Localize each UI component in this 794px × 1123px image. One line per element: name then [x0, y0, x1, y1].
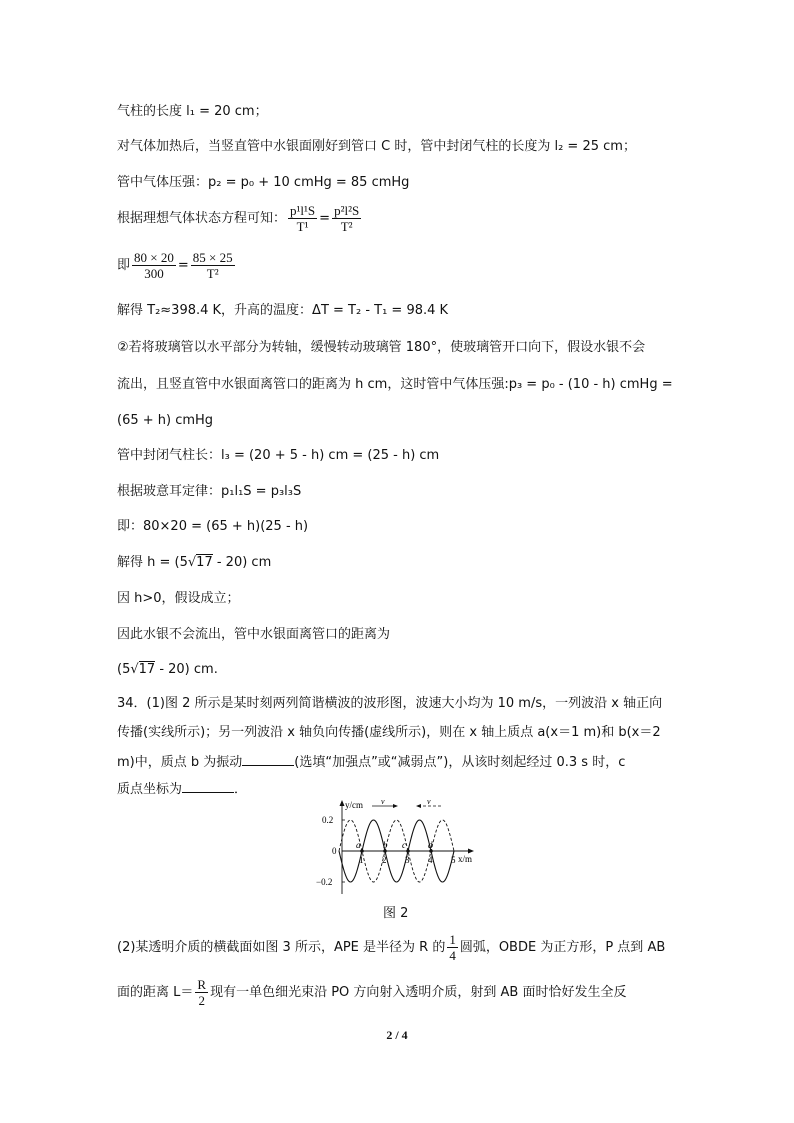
- x-axis-arrow-icon: [468, 849, 474, 854]
- eq5-frac-left: [132, 250, 176, 281]
- eq4-num-right: p²l²S: [334, 203, 360, 218]
- line-12: 即：80×20 = (65 + h)(25 - h): [117, 519, 309, 534]
- eq5-equals: =: [177, 258, 189, 273]
- l22-suffix: 现有一单色细光束沿 PO 方向射入透明介质，射到 AB 面时恰好发生全反: [210, 985, 627, 1000]
- line-15: 因此水银不会流出，管中水银面离管口的距离为: [117, 627, 391, 642]
- x-tick-label: 4: [428, 855, 433, 865]
- l22-frac: [195, 977, 208, 1008]
- line-14: 因 h>0，假设成立；: [117, 591, 240, 606]
- figure-caption: 图 2: [383, 906, 409, 921]
- l16-suffix: - 20) cm.: [155, 662, 218, 677]
- line-05-equation: [117, 250, 237, 281]
- x-tick-label: 1: [359, 855, 364, 865]
- line-07: ②若将玻璃管以水平部分为转轴，缓慢转动玻璃管 180°，使玻璃管开口向下，假设水银不会: [117, 340, 646, 355]
- line-13: [117, 555, 271, 571]
- point-c: [406, 849, 410, 853]
- eq4-num-left: p¹l¹S: [290, 203, 316, 218]
- eq5-num-left: 80 × 20: [134, 250, 174, 265]
- y-axis-arrow-icon: [340, 800, 345, 806]
- y-tick-label: 0.2: [322, 815, 334, 825]
- line-10: 管中封闭气柱长：l₃ = (20 + 5 - h) cm = (25 - h) cm: [117, 448, 440, 463]
- l20-prefix: 质点坐标为: [117, 782, 183, 797]
- l22-den: 2: [198, 993, 205, 1008]
- y-axis-label: y/cm: [345, 800, 363, 810]
- line-02: 对气体加热后，当竖直管中水银面刚好到管口 C 时，管中封闭气柱的长度为 l₂ = 25 cm；: [117, 139, 636, 154]
- sqrt-sign: √: [130, 662, 139, 677]
- l13-prefix: 解得 h = (5: [117, 555, 188, 570]
- wave-figure: [312, 798, 482, 898]
- point-label: c: [402, 840, 406, 850]
- eq4-prefix: 根据理想气体状态方程可知：: [117, 211, 287, 226]
- line-04-equation: [117, 203, 363, 234]
- line-18: 传播(实线所示)；另一列波沿 x 轴负向传播(虚线所示)，则在 x 轴上质点 a(x＝1 m)和 b(x＝2: [117, 725, 661, 740]
- eq4-equals: =: [319, 211, 331, 226]
- velocity-label: v: [381, 798, 385, 806]
- point-label: d: [428, 840, 433, 850]
- eq4-frac-left: [288, 203, 317, 234]
- l21-num: 1: [449, 932, 456, 947]
- l21-suffix: 圆弧，OBDE 为正方形，P 点到 AB: [459, 940, 666, 955]
- page-number: 2 / 4: [386, 1028, 408, 1042]
- line-22: [117, 977, 626, 1008]
- l21-prefix: (2)某透明介质的横截面如图 3 所示，APE 是半径为 R 的: [117, 940, 446, 955]
- y-tick-label: −0.2: [316, 877, 333, 887]
- answer-blank-1: [242, 753, 294, 766]
- l13-radicand: 17: [196, 555, 213, 570]
- l20-suffix: ．: [234, 782, 248, 797]
- line-01: 气柱的长度 l₁ = 20 cm；: [117, 104, 268, 119]
- eq5-prefix: 即: [117, 258, 131, 273]
- line-21: [117, 932, 665, 963]
- eq4-frac-right: [332, 203, 361, 234]
- line-03: 管中气体压强：p₂ = p₀ + 10 cmHg = 85 cmHg: [117, 175, 410, 190]
- line-09: (65 + h) cmHg: [117, 413, 214, 428]
- line-17: 34．(1)图 2 所示是某时刻两列简谐横波的波形图，波速大小均为 10 m/s，一列波沿 x 轴正向: [117, 696, 663, 711]
- l16-prefix: (5: [117, 662, 131, 677]
- velocity-label: v: [427, 798, 431, 806]
- point-label: b: [383, 840, 388, 850]
- y-tick-label: 0: [332, 846, 337, 856]
- l19-prefix: m)中，质点 b 为振动: [117, 755, 243, 770]
- line-08: 流出，且竖直管中水银面离管口的距离为 h cm，这时管中气体压强:p₃ = p₀ - (10 - h) cmHg =: [117, 377, 673, 392]
- l21-frac: [447, 932, 458, 963]
- l22-num: R: [197, 977, 207, 992]
- eq4-den-right: T²: [340, 219, 353, 234]
- eq5-den-left: 300: [144, 266, 164, 281]
- eq4-den-left: T¹: [296, 219, 309, 234]
- eq5-den-right: T²: [206, 266, 219, 281]
- line-06: 解得 T₂≈398.4 K，升高的温度：ΔT = T₂ - T₁ = 98.4 K: [117, 303, 449, 318]
- eq5-frac-right: [191, 250, 235, 281]
- l21-den: 4: [449, 948, 456, 963]
- sqrt-sign: √: [187, 555, 197, 570]
- line-16: [117, 662, 218, 678]
- line-19: [117, 753, 625, 771]
- answer-blank-2: [182, 780, 234, 793]
- x-tick-label: 2: [382, 855, 387, 865]
- point-label: a: [356, 840, 361, 850]
- point-a: [360, 849, 364, 853]
- l19-suffix: (选填“加强点”或“减弱点”)，从该时刻起经过 0.3 s 时，c: [294, 755, 626, 770]
- x-tick-label: 3: [405, 855, 410, 865]
- x-axis-label: x/m: [458, 854, 473, 864]
- eq5-num-right: 85 × 25: [192, 250, 233, 265]
- l22-prefix: 面的距离 L＝: [117, 985, 194, 1000]
- l13-suffix: - 20) cm: [212, 555, 272, 570]
- x-tick-label: 5: [451, 855, 456, 865]
- l16-radicand: 17: [138, 662, 156, 677]
- line-20: [117, 780, 247, 798]
- line-11: 根据玻意耳定律：p₁l₁S = p₃l₃S: [117, 484, 302, 499]
